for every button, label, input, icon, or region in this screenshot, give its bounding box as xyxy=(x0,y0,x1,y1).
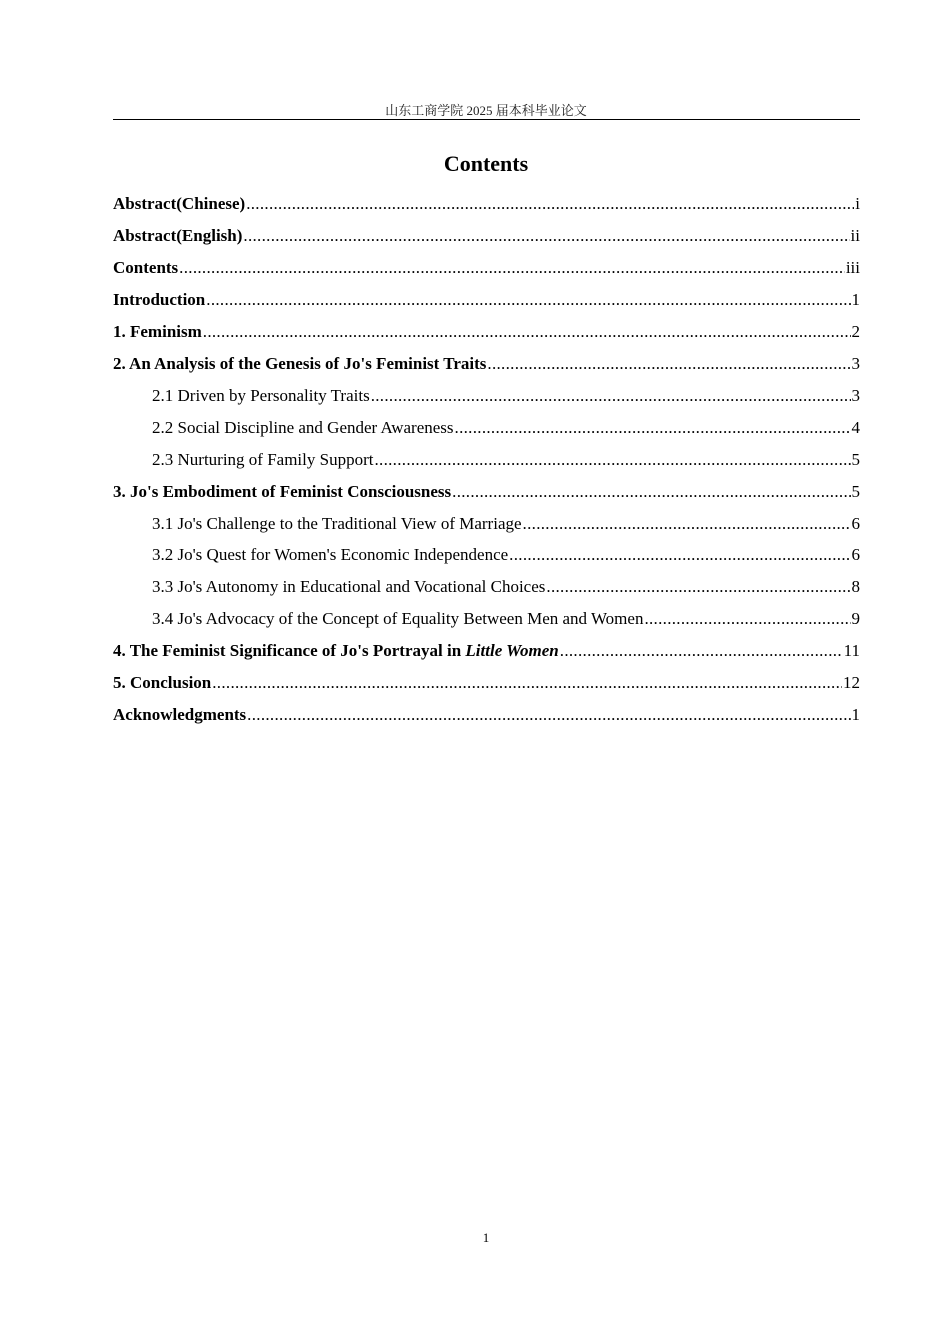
dot-leader xyxy=(247,705,850,725)
toc-entry-section-3-3[interactable] xyxy=(152,577,860,607)
toc-entry-acknowledgments[interactable] xyxy=(113,705,860,735)
toc-entry-page: 4 xyxy=(851,418,860,437)
toc-entry-page: i xyxy=(855,194,860,213)
toc-entry-page: 8 xyxy=(851,577,860,596)
toc-entry-page: 2 xyxy=(851,322,860,341)
toc-entry-section-2-2[interactable] xyxy=(152,418,860,448)
toc-entry-title: 1. Feminism xyxy=(113,322,202,341)
toc-entry-title-italic: Little Women xyxy=(465,641,559,660)
toc-entry-section-3-4[interactable] xyxy=(152,609,860,639)
dot-leader xyxy=(452,482,850,502)
toc-entry-title: 3.3 Jo's Autonomy in Educational and Vocational Choices xyxy=(152,577,546,596)
toc-entry-chapter-5[interactable] xyxy=(113,673,860,703)
dot-leader xyxy=(374,450,850,470)
toc-entry-title: 2. An Analysis of the Genesis of Jo's Feminist Traits xyxy=(113,354,487,373)
toc-entry-page: ii xyxy=(850,226,860,245)
dot-leader xyxy=(546,577,850,597)
dot-leader xyxy=(509,545,850,565)
toc-entry-title: 3.4 Jo's Advocacy of the Concept of Equality Between Men and Women xyxy=(152,609,644,628)
toc-entry-section-2-1[interactable] xyxy=(152,386,860,416)
toc-entry-section-2-3[interactable] xyxy=(152,450,860,480)
toc-entry-contents[interactable] xyxy=(113,258,860,288)
toc-entry-title: Abstract(Chinese) xyxy=(113,194,246,213)
toc-entry-abstract-english[interactable] xyxy=(113,226,860,256)
toc-entry-title: 2.2 Social Discipline and Gender Awareness xyxy=(152,418,454,437)
toc-entry-page: 6 xyxy=(851,514,860,533)
dot-leader xyxy=(212,673,842,693)
toc-entry-page: 5 xyxy=(851,450,860,469)
toc-entry-title: 3. Jo's Embodiment of Feminist Consciousness xyxy=(113,482,452,501)
toc-entry-page: 6 xyxy=(851,545,860,564)
toc-entry-title: Acknowledgments xyxy=(113,705,247,724)
toc-entry-title: 5. Conclusion xyxy=(113,673,212,692)
dot-leader xyxy=(179,258,845,278)
dot-leader xyxy=(243,226,849,246)
dot-leader xyxy=(523,514,851,534)
toc-entry-title: 3.1 Jo's Challenge to the Traditional View of Marriage xyxy=(152,514,522,533)
toc-entry-chapter-3[interactable] xyxy=(113,482,860,512)
toc-entry-page: 9 xyxy=(851,609,860,628)
dot-leader xyxy=(246,194,854,214)
toc-entry-section-3-2[interactable] xyxy=(152,545,860,575)
dot-leader xyxy=(371,386,851,406)
dot-leader xyxy=(644,609,850,629)
dot-leader xyxy=(487,354,850,374)
toc-entry-section-3-1[interactable] xyxy=(152,514,860,544)
dot-leader xyxy=(203,322,851,342)
toc-entry-page: 5 xyxy=(851,482,860,501)
toc-entry-page: 11 xyxy=(843,641,860,660)
toc-entry-page: 12 xyxy=(843,673,860,692)
toc-entry-chapter-2[interactable] xyxy=(113,354,860,384)
page-title: Contents xyxy=(443,151,529,176)
toc-entry-abstract-chinese[interactable] xyxy=(113,194,860,224)
toc-entry-page: iii xyxy=(845,258,860,277)
dot-leader xyxy=(206,290,850,310)
page-number: 1 xyxy=(482,1230,490,1245)
dot-leader xyxy=(455,418,851,438)
toc-entry-title xyxy=(113,641,559,661)
toc-entry-title: 2.3 Nurturing of Family Support xyxy=(152,450,374,469)
toc-entry-page: 3 xyxy=(851,386,860,405)
header-divider xyxy=(113,119,860,120)
dot-leader xyxy=(560,641,843,661)
toc-entry-title: Contents xyxy=(113,258,179,277)
toc-entry-page: 1 xyxy=(851,705,860,724)
toc-entry-title: Introduction xyxy=(113,290,206,309)
toc-entry-title: 2.1 Driven by Personality Traits xyxy=(152,386,370,405)
toc-entry-page: 3 xyxy=(851,354,860,373)
toc-entry-title: Abstract(English) xyxy=(113,226,243,245)
toc-entry-chapter-4[interactable] xyxy=(113,641,860,671)
toc-entry-page: 1 xyxy=(851,290,860,309)
running-header: 山东工商学院 2025 届本科毕业论文 xyxy=(385,103,587,118)
toc-entry-title-main: 4. The Feminist Significance of Jo's Portrayal in xyxy=(113,641,466,660)
toc-entry-title: 3.2 Jo's Quest for Women's Economic Independence xyxy=(152,545,509,564)
toc-entry-chapter-1[interactable] xyxy=(113,322,860,352)
toc-entry-introduction[interactable] xyxy=(113,290,860,320)
